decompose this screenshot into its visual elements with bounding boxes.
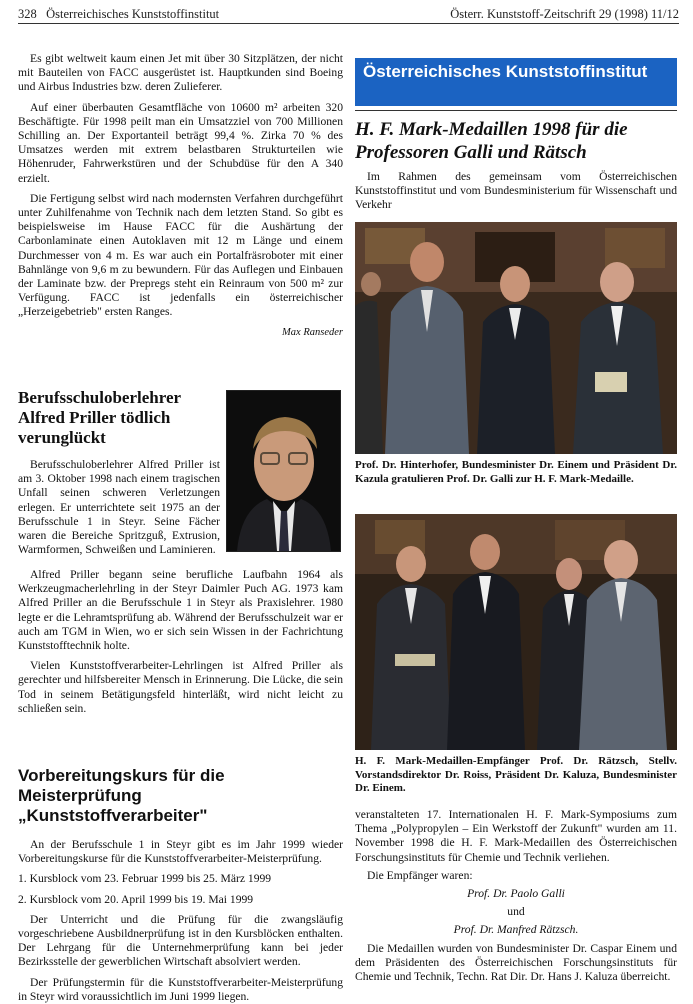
- medal-article-body: [355, 808, 677, 984]
- medal-paragraph-1: veranstalteten 17. Internationalen H. F. Mark-Symposiums zum Thema „Polypropylen – Ein Werkstoff der Zukunft" wurden am 11. November 1998 die H. F. Mark-Medaillen des Österreichischen Forschungsinstituts für Chemie und Technik verliehen.: [355, 808, 677, 864]
- recipient-2: Prof. Dr. Manfred Rätzsch.: [453, 923, 579, 937]
- priller-paragraph-2: Alfred Priller begann seine berufliche Laufbahn 1964 als Werkzeugmacherlehrling in der Steyr Daimler Puch AG. 1973 kam Alfred Priller an die Berufsschule 1 in Steyr als Praxislehrer. 1980 legte er die Lehramtsprüfung ab. Während der Berufsschulzeit war er auch am TGM in Wien, wo er sich sein Wissen in der Fachrichtung Kunststofftechnik holte.: [18, 568, 343, 653]
- recipient-1: Prof. Dr. Paolo Galli: [467, 887, 565, 901]
- facc-paragraph-2: Auf einer überbauten Gesamtfläche von 10600 m² arbeiten 320 Beschäftigte. Für 1998 peilt man ein Umsatzziel von 700 Millionen Schilling an. Der Exportanteil beträgt 99,4 %. Zirka 70 % des Umsatzes werden mit extrem belastbaren Strukturteilen wie Höhenruder, Fahrwerkstüren und der Schubdüse für den A 340 erzielt.: [18, 100, 343, 185]
- medal-paragraph-3: Die Medaillen wurden von Bundesminister Dr. Caspar Einem und dem Präsidenten des Österreichischen Forschungsinstituts für Chemie und Technik, Techn. Rat Dir. Dr. Hans J. Kaluza überreicht.: [355, 941, 677, 984]
- priller-body-narrow: [18, 458, 220, 557]
- priller-paragraph-3: Vielen Kunststoffverarbeiter-Lehrlingen ist Alfred Priller als gerechter und hilfsbereiter Mensch in Erinnerung. Die Lücke, die sein Tod in seinem Betätigungsfeld hinterläßt, wird nicht leicht zu schließen sein.: [18, 659, 343, 715]
- recipient-connector: und: [507, 905, 525, 919]
- photo-caption-2: H. F. Mark-Medaillen-Empfänger Prof. Dr. Rätzsch, Stellv. Vorstandsdirektor Dr. Roiss, Präsident Dr. Kaluza, Bundesminister Dr. Einem.: [355, 755, 677, 794]
- medal-article-head: [355, 118, 677, 213]
- priller-paragraph-1: Berufsschuloberlehrer Alfred Priller ist am 3. Oktober 1998 nach einem tragischen Unfall seinen schweren Verletzungen erlegen. Er unterrichtete seit 1975 an der Berufsschule 1 in Steyr. Seine Fächer waren die Bereiche Spritzguß, Extrusion, Warmformen, Schweißen und Laminieren.: [18, 458, 220, 557]
- kurs-paragraph-2: Der Unterricht und die Prüfung für die zwangsläufig vorgeschriebene Ausbildnerprüfung ist in den Kursblöcken enthalten. Der Lehrgang für die Unternehmerprüfung kann bei jeder Bezirksstelle der gewerblichen Wirtschaft absolviert werden.: [18, 912, 343, 969]
- banner-rule: [355, 110, 677, 111]
- caption-2-block: [355, 755, 677, 796]
- header-rule: [18, 23, 679, 24]
- kurs-article: [18, 766, 343, 1004]
- medal-title: H. F. Mark-Medaillen 1998 für die Professoren Galli und Rätsch: [355, 119, 628, 163]
- page-number: 328: [18, 7, 37, 21]
- priller-title: Berufsschuloberlehrer Alfred Priller tödlich verunglückt: [18, 388, 181, 447]
- header-journal: Österr. Kunststoff-Zeitschrift 29 (1998) 11/12: [450, 7, 679, 21]
- institute-banner: Österreichisches Kunststoffinstitut: [355, 58, 677, 106]
- kurs-title: Vorbereitungskurs für die Meisterprüfung „Kunststoffverarbeiter": [18, 766, 225, 825]
- facc-paragraph-3: Die Fertigung selbst wird nach modernsten Verfahren durchgeführt unter Zuhilfenahme von Technik nach dem letzten Stand. So gibt es beispielsweise im Hause FACC für die Aushärtung der Carbonlaminate einen Autoklaven mit 12 m Länge und einem Durchmesser von 4 m. Es war auch ein Portalfräsroboter mit einer Bahnlänge von 9,6 m zu bewundern. Für das Auflegen und Einbauen der Laminate bzw. der Prepregs steht ein Reinraum von 500 m² zur Verfügung. FACC ist jedenfalls ein österreichischer „Herzeigebetrieb" ersten Ranges.: [18, 191, 343, 319]
- medal-paragraph-2: Die Empfänger waren:: [367, 868, 473, 882]
- kurs-paragraph-3: Der Prüfungstermin für die Kunststoffverarbeiter-Meisterprüfung in Steyr wird voraussichtlich im Juni 1999 liegen.: [18, 975, 343, 1003]
- header-left: [18, 6, 219, 22]
- kurs-item-1: 1. Kursblock vom 23. Februar 1999 bis 25. März 1999: [18, 872, 272, 886]
- kurs-item-2: 2. Kursblock vom 20. April 1999 bis 19. Mai 1999: [18, 892, 254, 906]
- kurs-paragraph-1: An der Berufsschule 1 in Steyr gibt es im Jahr 1999 wieder Vorbereitungskurse für die Kunststoffverarbeiter-Meisterprüfung.: [18, 838, 343, 866]
- facc-author: Max Ranseder: [282, 326, 343, 338]
- ceremony-photo-1: [355, 222, 677, 454]
- medal-lead: Im Rahmen des gemeinsam vom Österreichischen Kunststoffinstitut und vom Bundesministerium für Wissenschaft und Verkehr: [355, 170, 677, 212]
- priller-body: [18, 568, 343, 716]
- facc-article: [18, 52, 343, 340]
- priller-portrait: [226, 390, 341, 552]
- caption-1-block: [355, 459, 677, 486]
- priller-title-block: [18, 388, 218, 448]
- running-header: [18, 6, 679, 22]
- facc-paragraph-1: Es gibt weltweit kaum einen Jet mit über 30 Sitzplätzen, der nicht mit Bauteilen von FACC ausgerüstet ist. Hauptkunden sind Boeing und Airbus Industries bzw. deren Zulieferer.: [18, 52, 343, 94]
- header-section: Österreichisches Kunststoffinstitut: [46, 7, 220, 21]
- photo-caption-1: Prof. Dr. Hinterhofer, Bundesminister Dr. Einem und Präsident Dr. Kazula gratulieren Prof. Dr. Galli zur H. F. Mark-Medaille.: [355, 459, 677, 485]
- ceremony-photo-2: [355, 514, 677, 750]
